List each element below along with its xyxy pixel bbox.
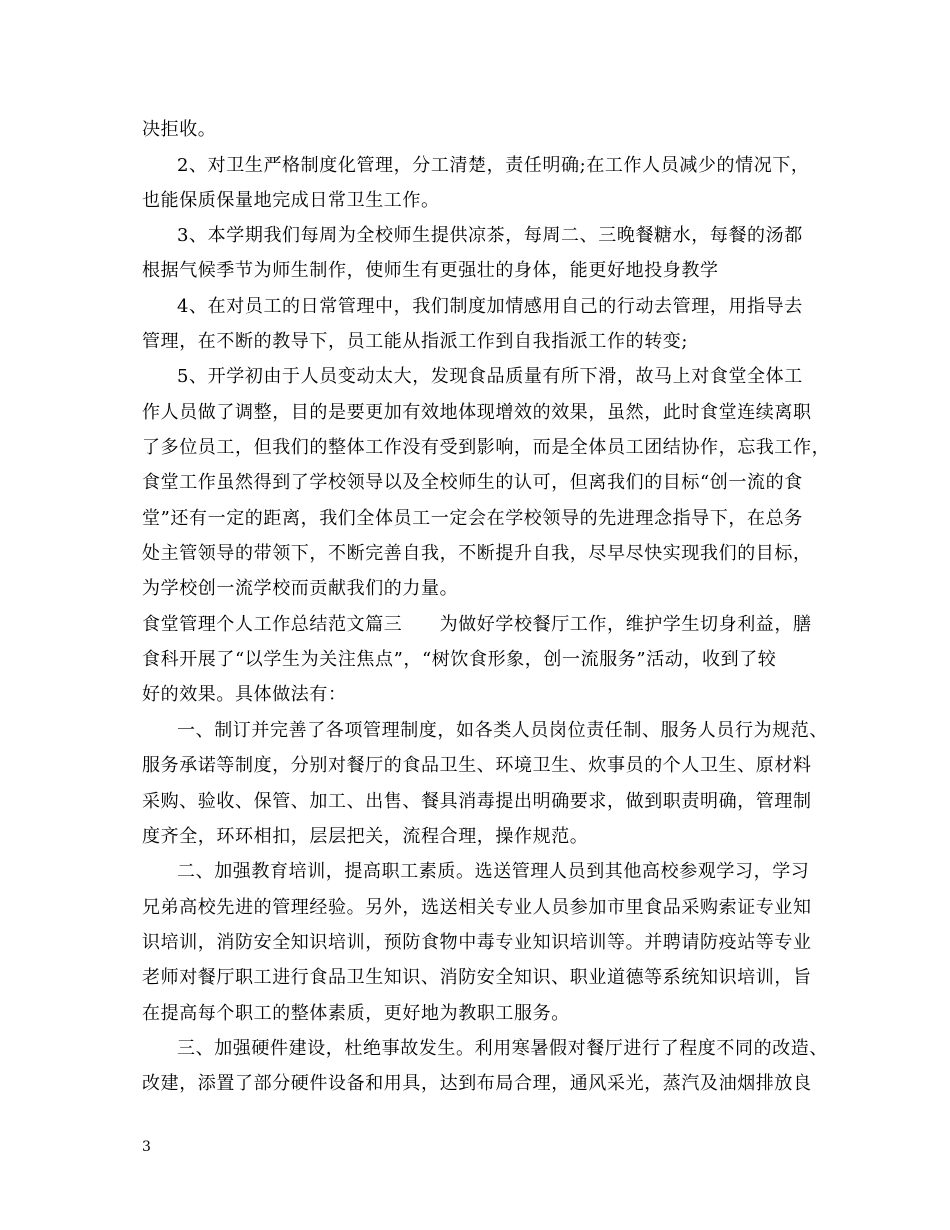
page-number: 3 — [142, 1139, 151, 1155]
text-line: 在提高每个职工的整体素质，更好地为教职工服务。 — [142, 1003, 570, 1024]
text-line: 老师对餐厅职工进行食品卫生知识、消防安全知识、职业道德等系统知识培训，旨 — [142, 967, 812, 988]
text-line: 识培训，消防安全知识培训，预防食物中毒专业知识培训等。并聘请防疫站等专业 — [142, 932, 812, 953]
text-line: 改建，添置了部分硬件设备和用具，达到布局合理，通风采光，蒸汽及油烟排放良 — [142, 1073, 812, 1094]
text-line: 决拒收。 — [142, 119, 217, 140]
text-line: 管理，在不断的教导下，员工能从指派工作到自我指派工作的转变; — [142, 331, 689, 352]
text-line: 5、开学初由于人员变动太大，发现食品质量有所下滑，故马上对食堂全体工 — [177, 366, 803, 387]
text-line: 食科开展了“以学生为关注焦点”，“树饮食形象，创一流服务”活动，收到了较 — [142, 649, 777, 670]
text-line: 好的效果。具体做法有： — [142, 684, 347, 705]
text-line: 2、对卫生严格制度化管理，分工清楚，责任明确;在工作人员减少的情况下， — [177, 155, 810, 176]
text-line: 4、在对员工的日常管理中，我们制度加情感用自己的行动去管理，用指导去 — [177, 296, 803, 317]
text-line: 服务承诺等制度，分别对餐厅的食品卫生、环境卫生、炊事员的个人卫生、原材料 — [142, 755, 812, 776]
text-line: 食堂管理个人工作总结范文篇三 为做好学校餐厅工作，维护学生切身利益，膳 — [142, 614, 812, 635]
text-line: 也能保质保量地完成日常卫生工作。 — [142, 190, 440, 211]
text-line: 为学校创一流学校而贡献我们的力量。 — [142, 578, 459, 599]
text-line: 3、本学期我们每周为全校师生提供凉茶，每周二、三晚餐糖水，每餐的汤都 — [177, 225, 803, 246]
text-line: 二、加强教育培训，提高职工素质。选送管理人员到其他高校参观学习，学习 — [177, 861, 810, 882]
text-line: 采购、验收、保管、加工、出售、餐具消毒提出明确要求，做到职责明确，管理制 — [142, 791, 812, 812]
text-line: 一、制订并完善了各项管理制度，如各类人员岗位责任制、服务人员行为规范、 — [177, 720, 828, 741]
text-line: 作人员做了调整，目的是要更加有效地体现增效的效果，虽然，此时食堂连续离职 — [142, 402, 812, 423]
text-line: 食堂工作虽然得到了学校领导以及全校师生的认可，但离我们的目标“创一流的食 — [142, 472, 803, 493]
text-line: 度齐全，环环相扣，层层把关，流程合理，操作规范。 — [142, 826, 589, 847]
text-line: 兄弟高校先进的管理经验。另外，选送相关专业人员参加市里食品采购索证专业知 — [142, 897, 812, 918]
text-line: 根据气候季节为师生制作，使师生有更强壮的身体，能更好地投身教学 — [142, 260, 719, 281]
text-line: 了多位员工，但我们的整体工作没有受到影响，而是全体员工团结协作，忘我工作， — [142, 437, 831, 458]
text-line: 堂”还有一定的距离，我们全体员工一定会在学校领导的先进理念指导下，在总务 — [142, 508, 803, 529]
text-line: 三、加强硬件建设，杜绝事故发生。利用寒暑假对餐厅进行了程度不同的改造、 — [177, 1038, 828, 1059]
text-line: 处主管领导的带领下，不断完善自我，不断提升自我，尽早尽快实现我们的目标， — [142, 543, 812, 564]
